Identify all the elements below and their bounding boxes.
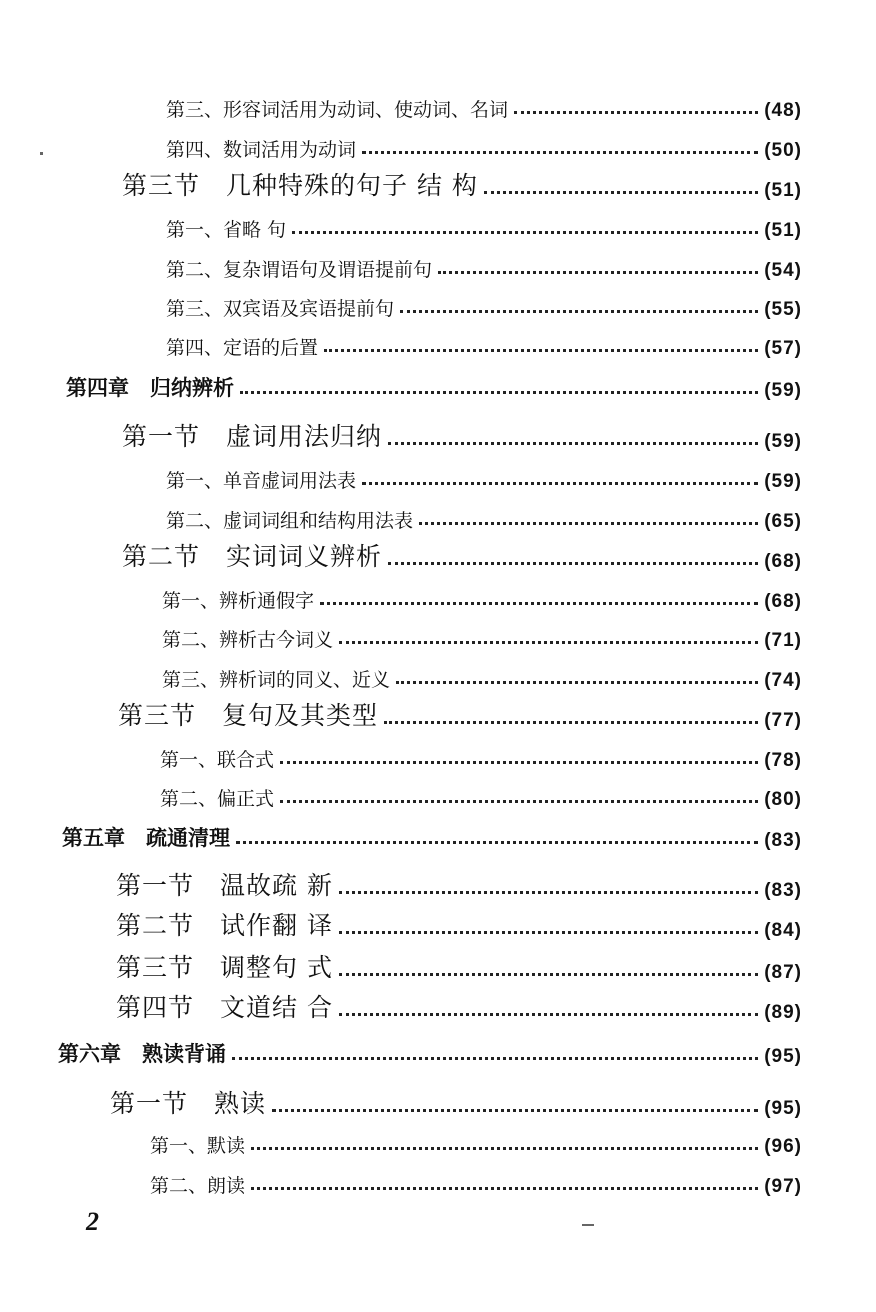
toc-entry-label: 第二、复杂谓语句及谓语提前句 xyxy=(166,259,433,281)
toc-entry xyxy=(150,1166,802,1198)
toc-entry xyxy=(116,992,802,1024)
toc-entry-page: (57) xyxy=(764,338,802,359)
toc-entry-label: 第一节 虚词用法归纳 xyxy=(122,422,383,451)
toc-entry xyxy=(110,1088,802,1120)
leader-dots xyxy=(324,349,758,352)
toc-entry-page: (59) xyxy=(764,471,802,492)
toc-entry-label: 第三、双宾语及宾语提前句 xyxy=(166,298,395,320)
toc-entry-label: 第四节 文道结 合 xyxy=(116,993,333,1022)
toc-entry-page: (97) xyxy=(764,1176,802,1197)
leader-dots xyxy=(388,442,758,445)
toc-entry xyxy=(162,620,802,652)
leader-dots xyxy=(419,522,758,525)
toc-entry xyxy=(122,170,802,202)
leader-dots xyxy=(272,1109,758,1112)
leader-dots xyxy=(320,602,758,605)
toc-entry xyxy=(66,370,802,402)
toc-entry-page: (83) xyxy=(764,880,802,901)
leader-dots xyxy=(339,641,758,644)
toc-entry xyxy=(118,700,802,732)
toc-entry-page: (87) xyxy=(764,962,802,983)
leader-dots xyxy=(339,891,758,894)
leader-dots xyxy=(232,1057,758,1060)
leader-dots xyxy=(362,482,758,485)
toc-entry-label: 第三节 复句及其类型 xyxy=(118,701,379,730)
leader-dots xyxy=(484,191,758,194)
toc-entry-label: 第三、辨析词的同义、近义 xyxy=(162,669,391,691)
toc-entry xyxy=(166,210,802,242)
toc-entry xyxy=(160,779,802,811)
toc-entry xyxy=(166,328,802,360)
toc-entry-label: 第二、辨析古今词义 xyxy=(162,629,334,651)
toc-entry-page: (51) xyxy=(764,180,802,201)
leader-dots xyxy=(251,1147,758,1150)
scan-speck xyxy=(40,152,43,155)
toc-entry-page: (50) xyxy=(764,140,802,161)
toc-entry-page: (84) xyxy=(764,920,802,941)
leader-dots xyxy=(280,800,758,803)
toc-entry xyxy=(166,461,802,493)
page-number: 2 xyxy=(86,1207,99,1236)
toc-entry xyxy=(162,581,802,613)
leader-dots xyxy=(280,761,758,764)
toc-entry xyxy=(166,250,802,282)
toc-entry-page: (95) xyxy=(764,1046,802,1067)
toc-entry-page: (68) xyxy=(764,551,802,572)
toc-entry-label: 第四、定语的后置 xyxy=(166,337,319,359)
toc-entry xyxy=(116,952,802,984)
toc-entry xyxy=(166,501,802,533)
toc-entry xyxy=(58,1036,802,1068)
toc-entry-label: 第一节 温故疏 新 xyxy=(116,871,333,900)
toc-entry xyxy=(62,820,802,852)
toc-entry xyxy=(116,910,802,942)
toc-entry xyxy=(162,660,802,692)
toc-entry-label: 第一节 熟读 xyxy=(110,1089,267,1118)
toc-entry-page: (89) xyxy=(764,1002,802,1023)
toc-entry-page: (83) xyxy=(764,830,802,851)
toc-entry-label: 第二、朗读 xyxy=(150,1175,246,1197)
scan-speck xyxy=(582,1224,594,1226)
toc-entry-label: 第二、虚词词组和结构用法表 xyxy=(166,510,414,532)
leader-dots xyxy=(362,151,758,154)
toc-entry xyxy=(160,740,802,772)
toc-entry xyxy=(116,870,802,902)
leader-dots xyxy=(384,721,758,724)
toc-entry-page: (71) xyxy=(764,630,802,651)
toc-entry-page: (78) xyxy=(764,750,802,771)
leader-dots xyxy=(396,681,758,684)
toc-entry-label: 第二、偏正式 xyxy=(160,788,275,810)
toc-entry-label: 第一、省略 句 xyxy=(166,219,287,241)
leader-dots xyxy=(400,310,758,313)
toc-entry-label: 第四章 归纳辨析 xyxy=(66,376,234,400)
toc-entry-label: 第四、数词活用为动词 xyxy=(166,139,357,161)
leader-dots xyxy=(514,111,758,114)
leader-dots xyxy=(438,271,758,274)
toc-entry-label: 第一、单音虚词用法表 xyxy=(166,470,357,492)
leader-dots xyxy=(240,391,758,394)
toc-entry-page: (59) xyxy=(764,380,802,401)
toc-entry-label: 第五章 疏通清理 xyxy=(62,826,230,850)
toc-entry-label: 第一、联合式 xyxy=(160,749,275,771)
toc-entry-page: (51) xyxy=(764,220,802,241)
toc-entry-label: 第一、辨析通假字 xyxy=(162,590,315,612)
toc-entry-page: (65) xyxy=(764,511,802,532)
toc-entry-page: (96) xyxy=(764,1136,802,1157)
toc-entry-page: (95) xyxy=(764,1098,802,1119)
toc-entry-page: (54) xyxy=(764,260,802,281)
leader-dots xyxy=(236,841,758,844)
toc-entry-label: 第三节 几种特殊的句子 结 构 xyxy=(122,171,478,200)
toc-entry xyxy=(166,130,802,162)
toc-entry xyxy=(122,541,802,573)
leader-dots xyxy=(292,231,758,234)
toc-entry-page: (59) xyxy=(764,431,802,452)
leader-dots xyxy=(388,562,758,565)
toc-entry-page: (68) xyxy=(764,591,802,612)
toc-entry xyxy=(166,289,802,321)
toc-entry-page: (48) xyxy=(764,100,802,121)
toc-entry-page: (80) xyxy=(764,789,802,810)
toc-entry-label: 第三节 调整句 式 xyxy=(116,953,333,982)
toc-entry-page: (77) xyxy=(764,710,802,731)
toc-entry xyxy=(122,421,802,453)
toc-entry-page: (55) xyxy=(764,299,802,320)
toc-entry xyxy=(150,1126,802,1158)
toc-entry-label: 第三、形容词活用为动词、使动词、名词 xyxy=(166,99,509,121)
leader-dots xyxy=(339,973,758,976)
leader-dots xyxy=(339,931,758,934)
toc-entry-label: 第二节 实词词义辨析 xyxy=(122,542,383,571)
toc-entry-page: (74) xyxy=(764,670,802,691)
toc-entry-label: 第一、默读 xyxy=(150,1135,246,1157)
toc-entry-label: 第二节 试作翻 译 xyxy=(116,911,333,940)
toc-entry-label: 第六章 熟读背诵 xyxy=(58,1042,226,1066)
toc-entry xyxy=(166,90,802,122)
leader-dots xyxy=(339,1013,758,1016)
leader-dots xyxy=(251,1187,758,1190)
